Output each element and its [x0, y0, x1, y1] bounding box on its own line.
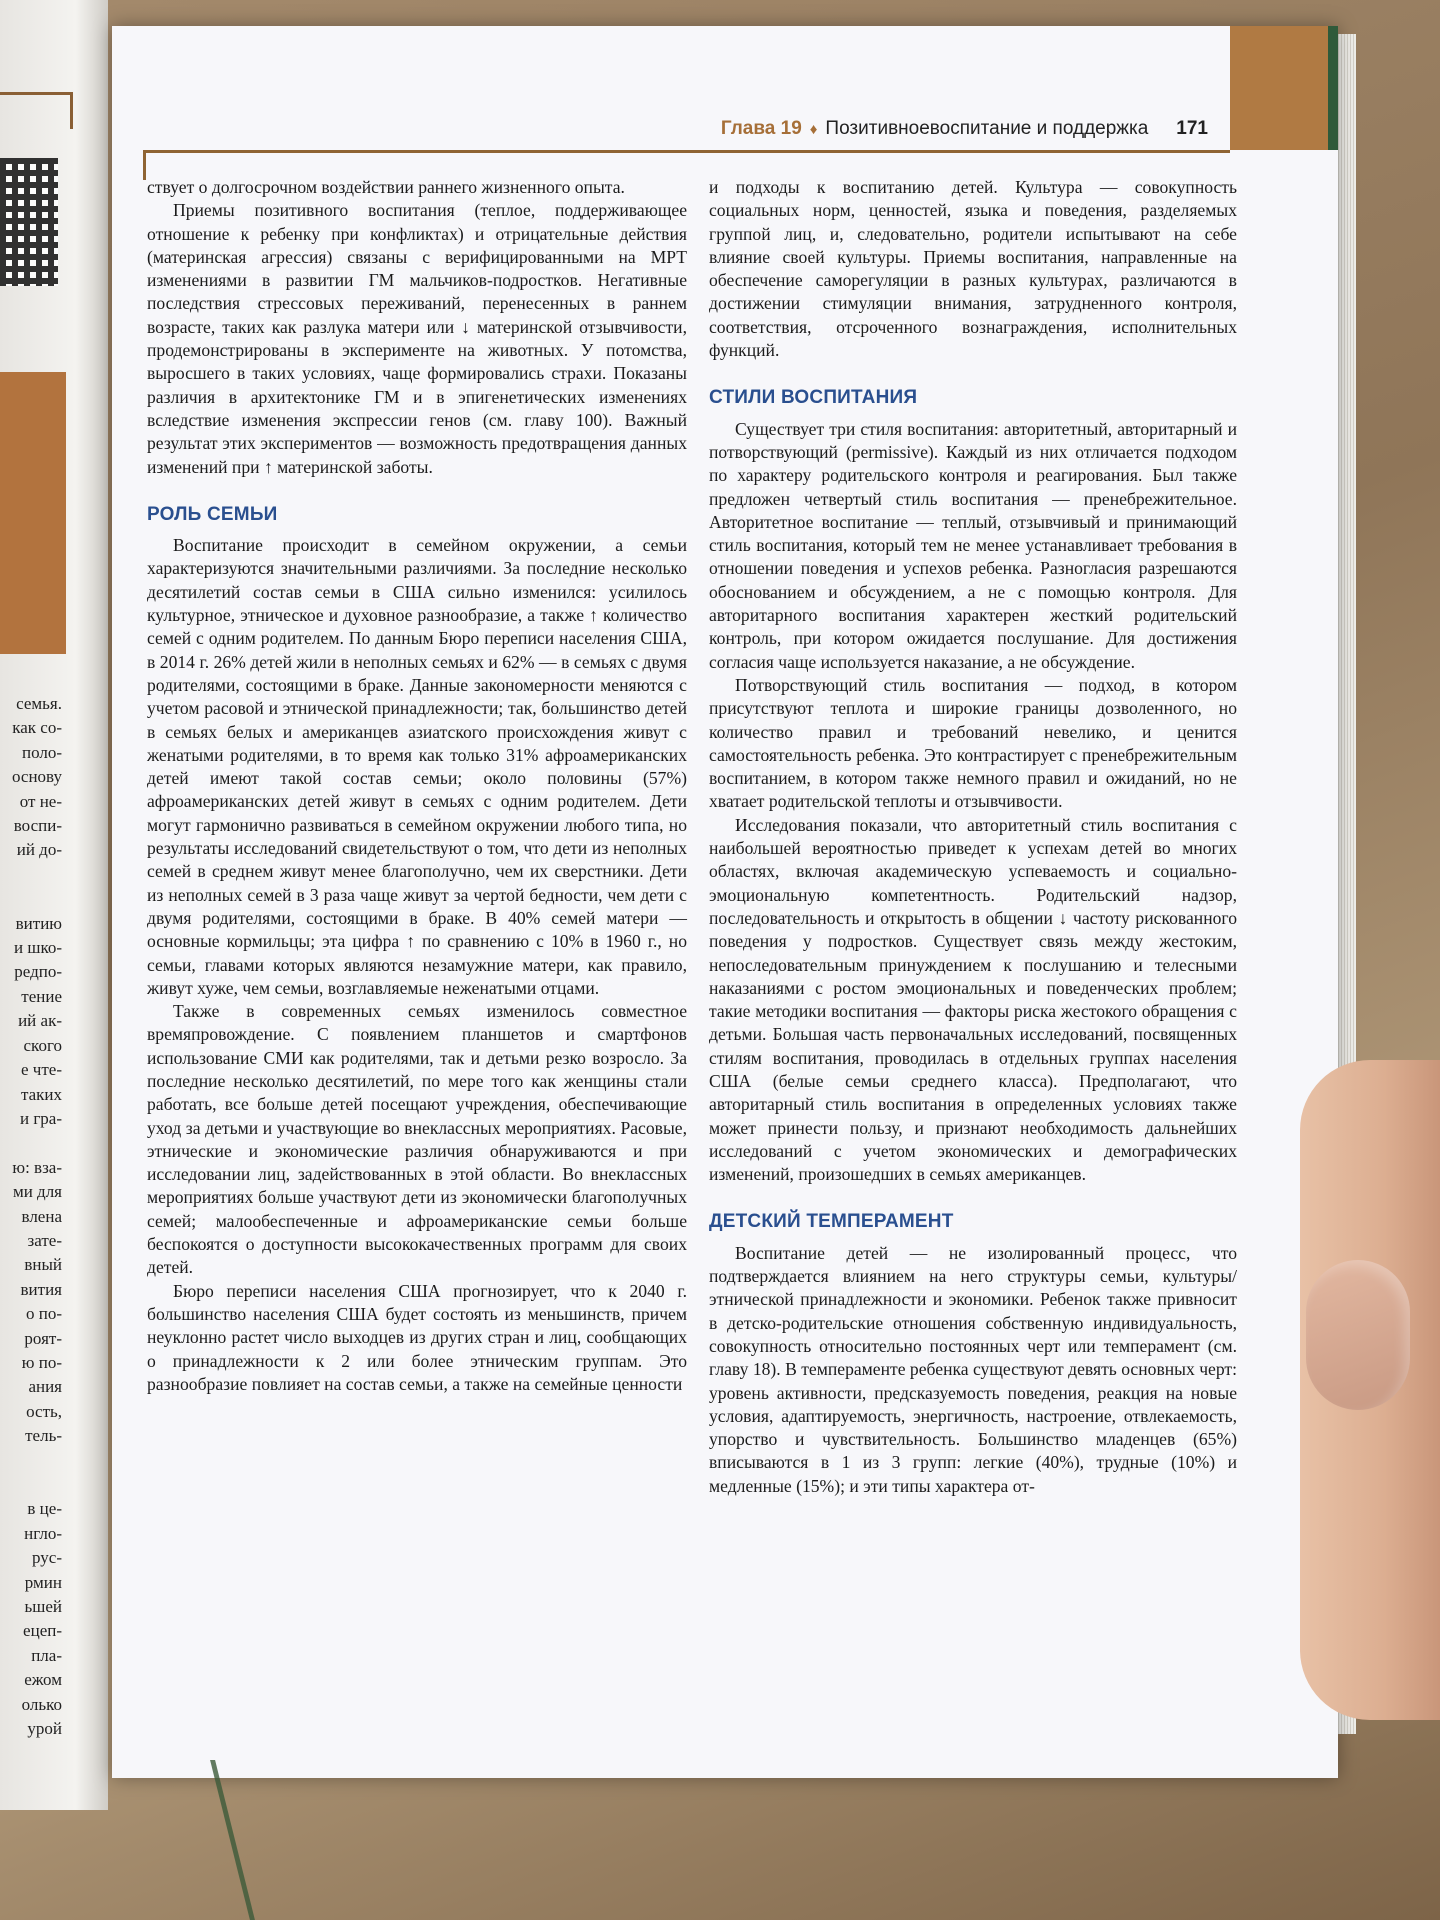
diamond-separator-icon: ♦ [809, 121, 818, 138]
running-header [721, 118, 1208, 140]
section-heading-family: РОЛЬ СЕМЬИ [147, 503, 278, 525]
previous-page-header-bar [0, 92, 73, 129]
previous-page-fragment: зате- [27, 1230, 62, 1250]
previous-page-fragment [12, 1131, 62, 1155]
previous-page-fragment: рмин [24, 1572, 62, 1592]
book-page [112, 26, 1338, 1778]
previous-page-fragment: вития [20, 1279, 62, 1299]
previous-page-fragment: и гра- [19, 1108, 62, 1128]
previous-page-fragment: основу [11, 767, 62, 787]
previous-page-fragment: ания [28, 1377, 62, 1397]
section-heading-styles: СТИЛИ ВОСПИТАНИЯ [709, 387, 918, 409]
previous-page-fragment [12, 863, 62, 887]
paragraph: Приемы позитивного воспитания (теплое, поддерживающее отношение к ребенку при конфликтах) и отрицательные действия (материнская агрессия) связаны с верифицированными на МРТ изменениями в развитии ГМ мальчиков-подростков. Негативные последствия стрессовых переживаний, перенесенных в раннем возрасте, таких как разлука матери или ↓ материнской отзывчивости, продемонстрированы в эксперименте на животных. У потомства, выросшего в таких условиях, чаще формировались страхи. Показаны различия в архитектонике ГМ и в эпигенетических изменениях вследствие изменения экспрессии генов (см. главу 100). Важный результат этих экспериментов — возможность предотвращения данных изменений при ↑ материнской заботы. [147, 200, 687, 477]
paragraph: Воспитание происходит в семейном окружении, а семьи характеризуются значительными различиями. За последние несколько десятилетий состав семьи в США сильно изменился: усилилось культурное, этническое и духовное разнообразие, а также ↑ количество семей с одним родителем. По данным Бюро переписи населения США, в 2014 г. 26% детей жили в неполных семьях и 62% — в семьях с двумя родителями, состоящими в браке. Данные закономерности меняются с учетом расовой и этнической принадлежности; так, большинство детей в семьях белых и американцев азиатского происхождения живут с женатыми родителями, в то время как только 31% афроамериканских детей имеют такой состав семьи; около половины (57%) афроамериканских детей живут в семьях с одним родителем. Дети могут гармонично развиваться в семейном окружении любого типа, но результаты исследований свидетельствуют о том, что дети из неполных семей в среднем живут менее благополучно, чем их сверстники. Дети из неполных семей в 3 раза чаще живут за чертой бедности, чем дети с двумя родителями, состоящими в браке. В 40% семей матери — основные кормильцы; эта цифра ↑ по сравнению с 10% в 1960 г., но семьи, главами которых являются незамужние матери, как правило, живут хуже, чем семьи, возглавляемые неженатыми отцами. [147, 535, 687, 998]
previous-page-fragment: в це- [27, 1499, 62, 1519]
previous-page-fragment: и шко- [14, 938, 62, 958]
previous-page-fragment: воспи- [13, 816, 62, 836]
right-column [709, 176, 1237, 1498]
previous-page-fragment: вный [24, 1255, 62, 1275]
page-number: 171 [1176, 118, 1208, 139]
qr-code [0, 158, 58, 286]
previous-page-fragment [12, 887, 62, 911]
previous-page-fragment: редпо- [14, 962, 62, 982]
previous-page-fragment: поло- [21, 742, 62, 762]
previous-page-fragment: о по- [25, 1304, 62, 1324]
previous-page-fragment: ю: вза- [12, 1157, 62, 1177]
thumbnail-nail [1306, 1260, 1410, 1410]
paragraph: Воспитание детей — не изолированный процесс, что подтверждается влиянием на него структуры семьи, культуры/этнической принадлежности и экономики. Ребенок также привносит в детско-родительские отношения собственную индивидуальность, совокупность относительно постоянных черт или темперамент (см. главу 18). В темпераменте ребенка существуют девять основных черт: уровень активности, предсказуемость поведения, реакция на новые условия, адаптируемость, энергичность, настроение, отвлекаемость, упорство и чувствительность. Большинство младенцев (65%) вписываются в 1 из 3 групп: легкие (40%), трудные (10%) и медленные (15%); и эти типы характера от- [709, 1242, 1237, 1496]
paragraph: Исследования показали, что авторитетный стиль воспитания с наибольшей вероятностью приведет к успехам детей во многих областях, включая академическую успеваемость и социально-эмоциональную компетентность. Родительский надзор, последовательность и открытость в общении ↓ частоту рискованного поведения у подростков. Существует связь между жестоким, непоследовательным принуждением к послушанию и телесными наказаниями с ростом эмоциональных и поведенческих проблем; такие методики воспитания — факторы риска жестокого обращения с детьми. Большая часть первоначальных исследований, посвященных стилям воспитания, проводилась в отдельных группах населения США (белые семьи среднего класса). Предполагают, что авторитарный стиль воспитания в определенных условиях также может принести пользу, и признают необходимость дальнейших исследований с учетом экономических и демографических изменений, произошедших в семьях американцев. [709, 814, 1237, 1185]
previous-page-fragment: урой [27, 1719, 62, 1739]
previous-page-fragment: семья. [16, 694, 62, 713]
previous-page-fragment: от не- [19, 791, 62, 811]
previous-page-fragment: таких [20, 1084, 62, 1104]
previous-page-fragment [12, 1449, 62, 1473]
previous-page-fragment: ежом [24, 1670, 62, 1690]
previous-page-fragment: олько [21, 1694, 62, 1714]
chapter-color-tab [1230, 26, 1338, 150]
previous-page-fragment: ецеп- [23, 1621, 62, 1641]
holding-thumb [1300, 1060, 1440, 1720]
previous-page-fragment [12, 1473, 62, 1497]
previous-page-fragment: тение [21, 986, 62, 1006]
chapter-label: Глава 19 [720, 118, 802, 139]
previous-page-fragment: ю по- [21, 1352, 62, 1372]
previous-page-fragment: ость, [26, 1401, 62, 1421]
paragraph: Также в современных семьях изменилось совместное времяпровождение. С появлением планшетов и смартфонов использование СМИ как родителями, так и детьми резко возросло. За последние несколько десятилетий, по мере того как женщины стали работать, все больше детей посещают учреждения, обеспечивающие уход за детьми и участвующие во внеклассных мероприятиях. Расовые, этнические и экономические различия обнаруживаются и при исследовании лиц, задействованных в этой области. Во внеклассных мероприятиях больше участвуют дети из экономически благополучных семей; малообеспеченные и афроамериканские семьи больше беспокоятся о доступности высококачественных программ для своих детей. [147, 1001, 687, 1278]
paragraph: ствует о долгосрочном воздействии раннего жизненного опыта. [147, 177, 625, 197]
previous-page-fragment: е чте- [21, 1060, 62, 1080]
previous-page-fragment: роят- [24, 1328, 62, 1348]
previous-page-fragment: ского [23, 1035, 62, 1055]
previous-page [0, 0, 108, 1810]
previous-page-fragment: влена [21, 1206, 62, 1226]
previous-page-fragment: нгло- [24, 1523, 62, 1543]
previous-page-fragment: рус- [32, 1548, 62, 1568]
previous-page-fragment: пла- [31, 1645, 62, 1665]
ribbon-bookmark [210, 1760, 315, 1920]
previous-page-fragment: как со- [12, 718, 62, 738]
previous-page-fragment: ми для [12, 1182, 62, 1202]
previous-page-text-fragments [12, 692, 62, 1741]
left-column [147, 176, 687, 1396]
previous-page-color-block [0, 372, 66, 654]
paragraph: Потворствующий стиль воспитания — подход, в котором присутствуют теплота и широкие границы дозволенного, но количество правил и требований невелико, и ценится самостоятельность ребенка. Это контрастирует с пренебрежительным воспитанием, в котором также немного правил и ожиданий, но не хватает родительской теплоты и отзывчивости. [709, 674, 1237, 812]
previous-page-fragment: витию [15, 913, 62, 933]
previous-page-fragment: ий до- [16, 840, 62, 860]
chapter-title: Позитивноевоспитание и поддержка [825, 118, 1149, 139]
paragraph: Бюро переписи населения США прогнозирует, что к 2040 г. большинство населения США будет состоять из меньшинств, причем неуклонно растет число выходцев из других стран и лиц, сообщающих о принадлежности к 2 или более этническим группам. Это разнообразие повлияет на состав семьи, а также на семейные ценности [147, 1280, 687, 1394]
section-heading-temperament: ДЕТСКИЙ ТЕМПЕРАМЕНТ [709, 1211, 954, 1233]
header-rule [146, 150, 1230, 153]
previous-page-fragment: ьшей [24, 1597, 62, 1617]
previous-page-fragment: ий ак- [18, 1011, 62, 1031]
previous-page-fragment: тель- [25, 1426, 62, 1446]
paragraph: и подходы к воспитанию детей. Культура — совокупность социальных норм, ценностей, языка и поведения, разделяемых группой лиц, и, следовательно, родители испытывают на себе влияние своей культуры. Приемы воспитания, направленные на обеспечение саморегуляции в разных культурах, различаются в достижении стимуляции внимания, затрудненного контроля, соответствия, отсроченного вознаграждения, исполнительных функций. [709, 177, 1237, 361]
paragraph: Существует три стиля воспитания: авторитетный, авторитарный и потворствующий (permissive). Каждый из них отличается подходом по характеру родительского контроля и реагирования. Был также предложен четвертый стиль воспитания — пренебрежительное. Авторитетное воспитание — теплый, отзывчивый и принимающий стиль воспитания, который тем не менее устанавливает требования в отношении поведения и успехов ребенка. Разногласия разрешаются обоснованием и обсуждением, а не с помощью контроля. Для авторитарного воспитания характерен жесткий родительский контроль, при котором ожидается послушание. Для достижения согласия чаще используется наказание, а не обсуждение. [709, 418, 1237, 672]
